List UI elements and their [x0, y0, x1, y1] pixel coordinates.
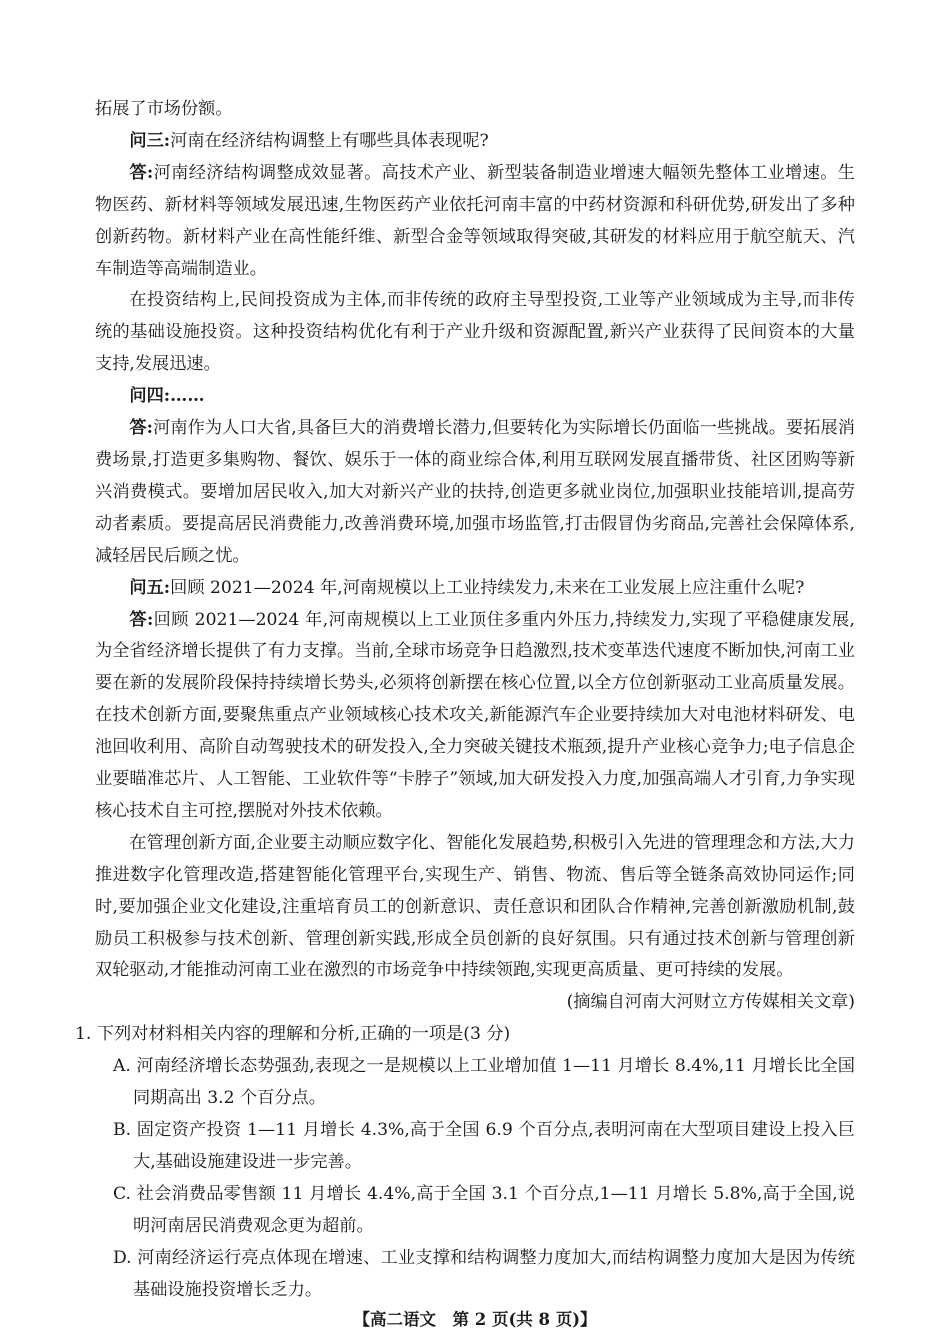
- question-five: [95, 573, 855, 605]
- paragraph-management: 在管理创新方面,企业要主动顺应数字化、智能化发展趋势,积极引入先进的管理理念和方法,大力推进数字化管理改造,搭建智能化管理平台,实现生产、销售、物流、售后等全链条高效协同运作;同时,要加强企业文化建设,注重培育员工的创新意识、责任意识和团队合作精神,完善创新激励机制,鼓励员工积极参与技术创新、管理创新实践,形成全员创新的良好氛围。只有通过技术创新与管理创新双轮驱动,才能推动河南工业在激烈的市场竞争中持续领跑,实现更高质量、更可持续的发展。: [95, 832, 855, 981]
- answer-five: [95, 605, 855, 828]
- option-c: C. 社会消费品零售额 11 月增长 4.4%,高于全国 3.1 个百分点,1—11 月增长 5.8%,高于全国,说明河南居民消费观念更为超前。: [113, 1183, 855, 1236]
- option-b: B. 固定资产投资 1—11 月增长 4.3%,高于全国 6.9 个百分点,表明河南在大型项目建设上投入巨大,基础设施建设进一步完善。: [113, 1120, 855, 1172]
- answer-four-label: 答:: [129, 418, 154, 439]
- question-stem: 1. 下列对材料相关内容的理解和分析,正确的一项是(3 分): [75, 1024, 511, 1045]
- page-content: [75, 94, 855, 1306]
- question-three-label: 问三:: [129, 130, 171, 151]
- page-footer: 【高二语文 第 2 页(共 8 页)】: [353, 1310, 597, 1329]
- question-five-label: 问五:: [129, 577, 171, 598]
- answer-three-text: 河南经济结构调整成效显著。高技术产业、新型装备制造业增速大幅领先整体工业增速。生物医药、新材料等领域发展迅速,生物医药产业依托河南丰富的中药材资源和科研优势,研发出了多种创新药物。新材料产业在高性能纤维、新型合金等领域取得突破,其研发的材料应用于航空航天、汽车制造等高端制造业。: [95, 162, 855, 279]
- answer-three: [95, 158, 855, 286]
- answer-five-label: 答:: [129, 609, 154, 630]
- option-a: A. 河南经济增长态势强劲,表现之一是规模以上工业增加值 1—11 月增长 8.4%,11 月增长比全国同期高出 3.2 个百分点。: [113, 1056, 855, 1109]
- question-three: [95, 126, 855, 158]
- paragraph-investment: 在投资结构上,民间投资成为主体,而非传统的政府主导型投资,工业等产业领域成为主导,而非传统的基础设施投资。这种投资结构优化有利于产业升级和资源配置,新兴产业获得了民间资本的大量支持,发展迅速。: [95, 290, 855, 375]
- answer-four-text: 河南作为人口大省,具备巨大的消费增长潜力,但要转化为实际增长仍面临一些挑战。要拓展消费场景,打造更多集购物、餐饮、娱乐于一体的商业综合体,利用互联网发展直播带货、社区团购等新兴消费模式。要增加居民收入,加大对新兴产业的扶持,创造更多就业岗位,加强职业技能培训,提高劳动者素质。要提高居民消费能力,改善消费环境,加强市场监管,打击假冒伪劣商品,完善社会保障体系,减轻居民后顾之忧。: [95, 418, 855, 566]
- answer-five-text: 回顾 2021—2024 年,河南规模以上工业顶住多重内外压力,持续发力,实现了平稳健康发展,为全省经济增长提供了有力支撑。当前,全球市场竞争日趋激烈,技术变革迭代速度不断加快,河南工业要在新的发展阶段保持持续增长势头,必须将创新摆在核心位置,以全方位创新驱动工业高质量发展。在技术创新方面,要聚焦重点产业领域核心技术攻关,新能源汽车企业要持续加大对电池材料研发、电池回收利用、高阶自动驾驶技术的研发投入,全力突破关键技术瓶颈,提升产业核心竞争力;电子信息企业要瞄准芯片、人工智能、工业软件等“卡脖子”领域,加大研发投入力度,加强高端人才引育,力争实现核心技术自主可控,摆脱对外技术依赖。: [95, 609, 855, 821]
- source-citation: (摘编自河南大河财立方传媒相关文章): [566, 992, 855, 1013]
- question-four: [95, 381, 855, 413]
- question-five-text: 回顾 2021—2024 年,河南规模以上工业持续发力,未来在工业发展上应注重什么呢?: [170, 577, 805, 598]
- question-four-text: ……: [170, 386, 205, 407]
- question-four-label: 问四:: [129, 386, 171, 407]
- option-d: D. 河南经济运行亮点体现在增速、工业支撑和结构调整力度加大,而结构调整力度加大是因为传统基础设施投资增长乏力。: [113, 1247, 855, 1300]
- question-three-text: 河南在经济结构调整上有哪些具体表现呢?: [170, 130, 489, 151]
- paragraph-continuation: 拓展了市场份额。: [95, 99, 233, 119]
- answer-three-label: 答:: [129, 162, 154, 183]
- answer-four: [95, 413, 855, 573]
